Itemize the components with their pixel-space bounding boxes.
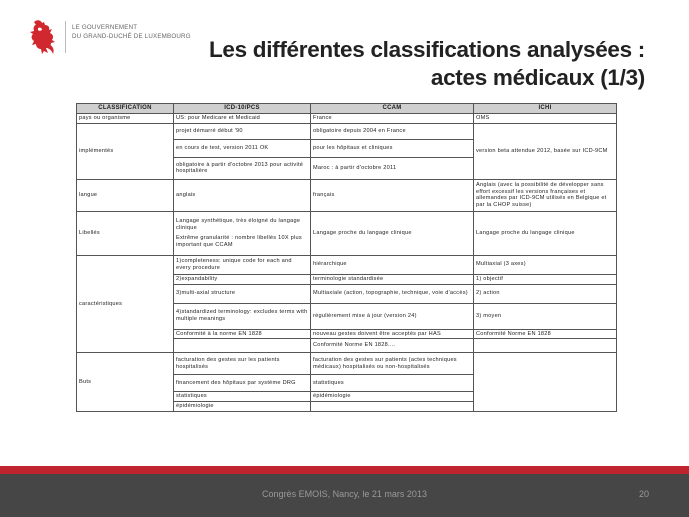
- table-cell: Maroc : à partir d'octobre 2011: [311, 157, 474, 179]
- table-row: [77, 179, 617, 211]
- table-cell: 3)multi-axial structure: [174, 284, 311, 303]
- table-cell: Multiaxiale (action, topographie, technique, voie d'accès): [311, 284, 474, 303]
- table-cell: obligatoire depuis 2004 en France: [311, 123, 474, 139]
- table-row: [77, 353, 617, 375]
- slide-title: [209, 36, 645, 92]
- cell-line: Langage synthétique, très éloigné du langage clinique: [176, 217, 301, 231]
- slide-page-number: 20: [638, 489, 649, 499]
- logo-divider: [65, 21, 66, 53]
- table-cell: épidémiologie: [311, 392, 474, 402]
- table-cell: terminologie standardisée: [311, 274, 474, 284]
- table-header-row: [77, 104, 617, 114]
- table-cell: 3) moyen: [474, 303, 617, 329]
- table-cell: Langage proche du langage clinique: [311, 211, 474, 255]
- table-cell: 2) action: [474, 284, 617, 303]
- table-row: [77, 211, 617, 255]
- footer-bar: [0, 474, 689, 517]
- classification-table: [76, 103, 617, 412]
- table-cell: pour les hôpitaux et cliniques: [311, 139, 474, 157]
- table-cell: projet démarré début '90: [174, 123, 311, 139]
- table-cell: [474, 353, 617, 412]
- cell-line: Extrême granularité : nombre libellés 10X plus important que CCAM: [176, 235, 302, 249]
- row-label-buts: Buts: [77, 353, 174, 412]
- table-cell: Langage proche du langage clinique: [474, 211, 617, 255]
- table-cell: [174, 211, 311, 255]
- table-cell: Multiaxial (3 axes): [474, 255, 617, 274]
- table-cell: version beta attendue 2012, basée sur ICD-9CM: [474, 123, 617, 179]
- table-cell: facturation des gestes sur les patients hospitalisés: [174, 353, 311, 375]
- title-line-1: Les différentes classifications analysées :: [208, 37, 645, 62]
- table-cell: financement des hôpitaux par système DRG: [174, 375, 311, 392]
- table-cell: en cours de test, version 2011 OK: [174, 139, 311, 157]
- table-cell: facturation des gestes sur patients (actes techniques médicaux) hospitalisés ou non-hospitalisés: [311, 353, 474, 375]
- table-cell: Conformité à la norme EN 1828: [174, 329, 311, 339]
- table-cell: Anglais (avec la possibilité de développer sans effort excessif les versions françaises et allemandes par ICD-9CM utilisés en Belgique et par la CHOP suisse): [474, 179, 617, 211]
- row-label-caracteristiques: caractéristiques: [77, 255, 174, 353]
- table-cell: 4)standardized terminology: excludes terms with multiple meanings: [174, 303, 311, 329]
- table-cell: 1)completeness: unique code for each and every procedure: [174, 255, 311, 274]
- header-ichi: ICHI: [474, 104, 617, 114]
- table-cell: obligatoire à partir d'octobre 2013 pour activité hospitalière: [174, 157, 311, 179]
- table-cell: Conformité Norme EN 1828: [474, 329, 617, 339]
- logo-line-1: LE GOUVERNEMENT: [72, 24, 138, 31]
- table-cell: anglais: [174, 179, 311, 211]
- footer-accent-band: [0, 466, 689, 474]
- lion-crest-icon: [28, 18, 58, 56]
- table-cell: 2)expandability: [174, 274, 311, 284]
- table-cell: nouveau gestes doivent être acceptés par HAS: [311, 329, 474, 339]
- table-cell: France: [311, 114, 474, 124]
- table-cell: US: pour Medicare et Medicaid: [174, 114, 311, 124]
- classification-table-container: [76, 103, 616, 461]
- logo-line-2: DU GRAND-DUCHÉ DE LUXEMBOURG: [72, 33, 191, 40]
- table-row: [77, 123, 617, 139]
- header-classification: CLASSIFICATION: [77, 104, 174, 114]
- table-row: [77, 255, 617, 274]
- table-cell: statistiques: [174, 392, 311, 402]
- row-label-libelles: Libellés: [77, 211, 174, 255]
- title-line-2: actes médicaux (1/3): [430, 65, 645, 90]
- table-cell: Conformité Norme EN 1828....: [311, 339, 474, 353]
- table-cell: [174, 339, 311, 353]
- table-cell: statistiques: [311, 375, 474, 392]
- header-icd10pcs: ICD-10/PCS: [174, 104, 311, 114]
- logo-text: [72, 23, 191, 41]
- table-cell: OMS: [474, 114, 617, 124]
- table-cell: régulièrement mise à jour (version 24): [311, 303, 474, 329]
- table-cell: [474, 339, 617, 353]
- table-cell: [311, 402, 474, 412]
- table-cell: hiérarchique: [311, 255, 474, 274]
- row-label-pays: pays ou organisme: [77, 114, 174, 124]
- government-logo: [28, 18, 191, 58]
- table-cell: épidémiologie: [174, 402, 311, 412]
- row-label-implementes: implémentés: [77, 123, 174, 179]
- table-cell: 1) objectif: [474, 274, 617, 284]
- header-ccam: CCAM: [311, 104, 474, 114]
- row-label-langue: langue: [77, 179, 174, 211]
- footer-conference-text: Congrès EMOIS, Nancy, le 21 mars 2013: [262, 489, 427, 499]
- table-row: [77, 114, 617, 124]
- table-cell: français: [311, 179, 474, 211]
